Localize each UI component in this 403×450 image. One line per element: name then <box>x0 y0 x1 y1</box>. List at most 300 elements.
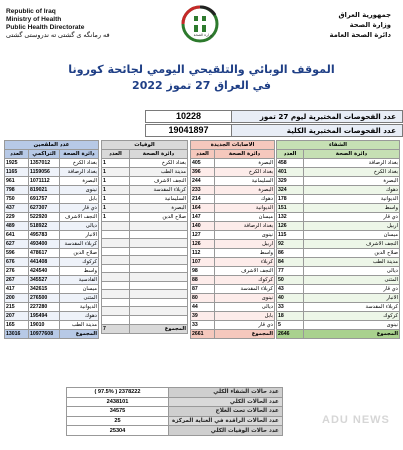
province-cell: المثنى <box>304 276 400 285</box>
table-row <box>191 222 275 231</box>
table-row <box>102 213 188 222</box>
table-row <box>102 159 188 168</box>
ministry-logo <box>165 3 235 55</box>
province-cell: ميسان <box>60 285 99 294</box>
province-cell: كربلاء <box>215 258 275 267</box>
table-row <box>5 285 99 294</box>
table-row <box>277 168 400 177</box>
count-cell: 329 <box>277 177 304 186</box>
province-cell <box>130 222 188 231</box>
table-row <box>191 231 275 240</box>
count-cell: 92 <box>277 240 304 249</box>
count-cell: 489 <box>5 222 29 231</box>
watermark: ADU NEWS <box>322 414 390 426</box>
province-cell: النجف الاشرف <box>215 267 275 276</box>
province-cell <box>130 298 188 307</box>
table-row <box>102 281 188 290</box>
summary-label: عدد الحالات الراقدة في العناية المركزة <box>169 416 283 426</box>
report-title: الموقف الوبائي والتلقيحي اليومي لجائحة كورونا <box>68 63 335 76</box>
count-cell: 132 <box>277 213 304 222</box>
count-cell: 40 <box>277 294 304 303</box>
count-cell: 641 <box>5 231 29 240</box>
table-row <box>5 267 99 276</box>
count-cell: 215 <box>5 303 29 312</box>
table-row <box>191 177 275 186</box>
column-header: دائرة الصحة <box>304 150 400 159</box>
province-cell: ميسان <box>304 231 400 240</box>
table-header-row <box>191 150 275 159</box>
table-row <box>277 186 400 195</box>
summary-value: 34575 <box>67 407 169 417</box>
count-cell: 417 <box>5 285 29 294</box>
province-cell: نينوى <box>215 294 275 303</box>
count-cell: 98 <box>191 267 215 276</box>
province-cell <box>130 230 188 239</box>
table-row <box>277 159 400 168</box>
count-cell <box>102 230 130 239</box>
total-label: المجموع <box>130 324 188 333</box>
province-cell: ذي قار <box>60 204 99 213</box>
table-row <box>5 159 99 168</box>
table-title: الاصابات الجديدة <box>191 141 275 150</box>
province-cell: السليمانية <box>130 195 188 204</box>
header-en-line: Public Health Directorate <box>6 24 85 31</box>
summary-value: 25304 <box>67 426 169 436</box>
table-row <box>102 316 188 325</box>
table-row <box>102 298 188 307</box>
header-ar-line: دائرة الصحة العامة <box>329 31 391 39</box>
logo-caption: وزارة الصحة <box>193 33 213 37</box>
table-row <box>191 168 275 177</box>
province-cell <box>130 256 188 265</box>
table-row <box>102 195 188 204</box>
cumulative-cell: 1159056 <box>29 168 60 177</box>
province-cell: ذي قار <box>215 321 275 330</box>
province-cell: بغداد الكرخ <box>304 168 400 177</box>
count-cell: 33 <box>191 321 215 330</box>
count-cell: 43 <box>277 285 304 294</box>
count-cell: 87 <box>191 285 215 294</box>
summary-row <box>67 407 283 417</box>
column-header: دائرة الصحة <box>60 150 99 159</box>
province-cell: بغداد الكرخ <box>60 159 99 168</box>
table-row <box>277 258 400 267</box>
province-cell: البصرة <box>215 159 275 168</box>
table-title-row <box>5 141 99 150</box>
table-row <box>102 256 188 265</box>
total-row <box>277 330 400 339</box>
province-cell: كركوك <box>215 276 275 285</box>
province-cell: القادسية <box>60 276 99 285</box>
table-row <box>102 168 188 177</box>
summary-row <box>67 416 283 426</box>
province-cell: البصرة <box>130 204 188 213</box>
total-count: 2661 <box>191 330 215 339</box>
column-header: العدد <box>191 150 215 159</box>
table-row <box>5 258 99 267</box>
province-cell: صلاح الدين <box>304 249 400 258</box>
summary-value: ( 97.5% ) 2378222 <box>67 388 169 398</box>
province-cell: الديوانية <box>60 303 99 312</box>
count-cell: 1 <box>102 186 130 195</box>
province-cell: مدينة الطب <box>130 168 188 177</box>
count-cell: 5 <box>277 321 304 330</box>
province-cell: دهوك <box>215 195 275 204</box>
count-cell: 233 <box>191 186 215 195</box>
count-cell: 276 <box>5 267 29 276</box>
count-cell: 39 <box>191 312 215 321</box>
table-row <box>191 258 275 267</box>
table-row <box>102 273 188 282</box>
column-header: العدد <box>277 150 304 159</box>
table-row <box>277 276 400 285</box>
summary-label: عدد الحالات تحت العلاج <box>169 407 283 417</box>
table-row <box>5 186 99 195</box>
table-row <box>191 204 275 213</box>
province-cell: الانبار <box>60 231 99 240</box>
count-cell <box>102 247 130 256</box>
count-cell: 151 <box>277 204 304 213</box>
count-cell: 126 <box>191 240 215 249</box>
province-cell: اربيل <box>215 240 275 249</box>
table-row <box>5 168 99 177</box>
count-cell: 1 <box>102 159 130 168</box>
table-row <box>277 249 400 258</box>
province-cell: النجف الاشرف <box>60 213 99 222</box>
province-cell: بغداد الكرخ <box>130 159 188 168</box>
count-cell <box>102 264 130 273</box>
summary-row <box>67 426 283 436</box>
count-cell: 396 <box>191 168 215 177</box>
table-header-row <box>5 150 99 159</box>
province-cell: المثنى <box>60 294 99 303</box>
table-row <box>277 231 400 240</box>
column-header: دائرة الصحة <box>215 150 275 159</box>
total-label: المجموع <box>215 330 275 339</box>
count-cell: 33 <box>277 303 304 312</box>
table-row <box>191 285 275 294</box>
count-cell: 244 <box>191 177 215 186</box>
province-cell <box>130 273 188 282</box>
total-cumulative: 10977608 <box>29 330 60 339</box>
count-cell: 1 <box>102 204 130 213</box>
table-row <box>191 195 275 204</box>
count-cell: 1 <box>102 177 130 186</box>
table-row <box>191 213 275 222</box>
province-cell: ذي قار <box>304 213 400 222</box>
header-en-line: فه رمانگه ی گشتی ته ندروستی گشتی <box>6 32 110 39</box>
count-cell: 1165 <box>5 168 29 177</box>
province-cell: الديوانية <box>304 195 400 204</box>
cumulative-cell: 276500 <box>29 294 60 303</box>
province-cell: دهوك <box>304 186 400 195</box>
count-cell <box>102 222 130 231</box>
count-cell <box>102 239 130 248</box>
daily-tests-row <box>145 110 403 123</box>
table-title-row <box>191 141 275 150</box>
total-tests-row <box>145 124 403 137</box>
table-row <box>277 213 400 222</box>
table-row <box>5 303 99 312</box>
province-cell <box>130 307 188 316</box>
table-row <box>102 290 188 299</box>
summary-row <box>67 397 283 407</box>
table-row <box>277 321 400 330</box>
count-cell: 86 <box>277 249 304 258</box>
table-row <box>191 249 275 258</box>
count-cell: 1925 <box>5 159 29 168</box>
count-cell: 115 <box>277 231 304 240</box>
province-cell: كربلاء المقدسة <box>215 285 275 294</box>
province-cell: بغداد الرصافة <box>304 159 400 168</box>
vaccinated-table <box>4 140 99 339</box>
cumulative-cell: 1071112 <box>29 177 60 186</box>
count-cell: 164 <box>191 204 215 213</box>
count-cell: 77 <box>277 267 304 276</box>
total-count: 13016 <box>5 330 29 339</box>
count-cell <box>102 273 130 282</box>
header-en-line: Republic of Iraq <box>6 8 56 15</box>
table-header-row <box>102 150 188 159</box>
table-row <box>102 177 188 186</box>
table-row <box>277 204 400 213</box>
header-ar-line: وزارة الصحة <box>349 21 391 29</box>
table-row <box>102 204 188 213</box>
count-cell: 200 <box>5 294 29 303</box>
cumulative-cell: 627307 <box>29 204 60 213</box>
page-header <box>0 0 403 58</box>
province-cell: واسط <box>304 204 400 213</box>
table-row <box>5 249 99 258</box>
province-cell: ذي قار <box>304 285 400 294</box>
count-cell <box>102 307 130 316</box>
province-cell: كركوك <box>304 312 400 321</box>
table-row <box>5 177 99 186</box>
count-cell: 596 <box>5 249 29 258</box>
column-header: التراكمي <box>29 150 60 159</box>
province-cell <box>130 239 188 248</box>
count-cell: 1 <box>102 213 130 222</box>
cumulative-cell: 227280 <box>29 303 60 312</box>
table-row <box>5 321 99 330</box>
table-row <box>277 177 400 186</box>
province-cell: واسط <box>60 267 99 276</box>
summary-label: عدد الحالات الكلي <box>169 397 283 407</box>
table-row <box>277 267 400 276</box>
table-row <box>102 239 188 248</box>
daily-tests-value: 10228 <box>146 111 232 122</box>
count-cell: 1 <box>102 195 130 204</box>
count-cell: 437 <box>5 204 29 213</box>
cumulative-cell: 195494 <box>29 312 60 321</box>
cumulative-cell: 493400 <box>29 240 60 249</box>
count-cell: 324 <box>277 186 304 195</box>
cumulative-cell: 691757 <box>29 195 60 204</box>
province-cell: كربلاء المقدسة <box>60 240 99 249</box>
province-cell: بغداد الرصافة <box>215 222 275 231</box>
total-tests-label: عدد الفحوصات المختبرية الكلية <box>286 126 396 135</box>
count-cell: 750 <box>5 195 29 204</box>
arabic-header <box>329 10 391 40</box>
count-cell: 50 <box>277 276 304 285</box>
cumulative-cell: 342615 <box>29 285 60 294</box>
count-cell: 214 <box>191 195 215 204</box>
report-date: في العراق 27 تموز 2022 <box>132 79 271 92</box>
table-row <box>191 276 275 285</box>
count-cell: 458 <box>277 159 304 168</box>
count-cell <box>102 316 130 325</box>
table-row <box>191 240 275 249</box>
table-row <box>277 312 400 321</box>
table-row <box>191 159 275 168</box>
header-ar-line: جمهورية العراق <box>338 11 391 19</box>
table-title: الوفيات <box>102 141 188 150</box>
table-row <box>277 285 400 294</box>
province-cell <box>130 316 188 325</box>
english-header <box>6 8 110 40</box>
table-row <box>5 213 99 222</box>
table-row <box>277 222 400 231</box>
cumulative-cell: 518922 <box>29 222 60 231</box>
table-row <box>5 231 99 240</box>
province-cell: الانبار <box>304 294 400 303</box>
cumulative-cell: 19010 <box>29 321 60 330</box>
total-count: 7 <box>102 324 130 333</box>
table-row <box>102 247 188 256</box>
province-cell: كربلاء المقدسة <box>304 303 400 312</box>
count-cell: 1 <box>102 168 130 177</box>
province-cell: مدينة الطب <box>304 258 400 267</box>
summary-value: 2438101 <box>67 397 169 407</box>
province-cell: نينوى <box>215 231 275 240</box>
province-cell: البصرة <box>215 186 275 195</box>
province-cell <box>130 264 188 273</box>
table-row <box>5 204 99 213</box>
table-row <box>277 240 400 249</box>
province-cell <box>130 247 188 256</box>
table-row <box>102 264 188 273</box>
table-row <box>5 195 99 204</box>
cumulative-cell: 1357012 <box>29 159 60 168</box>
count-cell: 80 <box>191 294 215 303</box>
total-label: المجموع <box>304 330 400 339</box>
count-cell <box>102 290 130 299</box>
table-title-row <box>102 141 188 150</box>
count-cell: 178 <box>277 195 304 204</box>
recoveries-table <box>276 140 400 339</box>
cumulative-cell: 424540 <box>29 267 60 276</box>
count-cell: 627 <box>5 240 29 249</box>
table-row <box>102 186 188 195</box>
count-cell: 107 <box>191 258 215 267</box>
province-cell: كركوك <box>60 258 99 267</box>
province-cell: دهوك <box>60 312 99 321</box>
count-cell: 961 <box>5 177 29 186</box>
count-cell: 44 <box>191 303 215 312</box>
province-cell: البصرة <box>60 177 99 186</box>
province-cell: ميسان <box>215 213 275 222</box>
column-header: العدد <box>5 150 29 159</box>
table-row <box>277 195 400 204</box>
province-cell: بغداد الكرخ <box>215 168 275 177</box>
count-cell: 112 <box>191 249 215 258</box>
count-cell: 267 <box>5 276 29 285</box>
total-row <box>102 324 188 333</box>
summary-label: عدد حالات الوفيات الكلي <box>169 426 283 436</box>
province-cell: بابل <box>215 312 275 321</box>
cumulative-cell: 819021 <box>29 186 60 195</box>
summary-label: عدد حالات الشفاء الكلي <box>169 388 283 398</box>
count-cell: 676 <box>5 258 29 267</box>
count-cell: 405 <box>191 159 215 168</box>
table-row <box>5 240 99 249</box>
table-row <box>102 230 188 239</box>
cumulative-cell: 522920 <box>29 213 60 222</box>
province-cell: صلاح الدين <box>60 249 99 258</box>
column-header: دائرة الصحة <box>130 150 188 159</box>
province-cell: كربلاء المقدسة <box>130 186 188 195</box>
table-row <box>191 312 275 321</box>
province-cell: النجف الاشرف <box>130 177 188 186</box>
total-count: 2646 <box>277 330 304 339</box>
table-row <box>191 294 275 303</box>
cumulative-cell: 441408 <box>29 258 60 267</box>
province-cell <box>130 281 188 290</box>
province-cell: ديالى <box>304 267 400 276</box>
count-cell: 140 <box>191 222 215 231</box>
province-cell: مدينة الطب <box>60 321 99 330</box>
province-cell: واسط <box>215 249 275 258</box>
table-row <box>102 222 188 231</box>
table-row <box>5 312 99 321</box>
table-title: الشفاء <box>277 141 400 150</box>
column-header: العدد <box>102 150 130 159</box>
table-row <box>5 276 99 285</box>
count-cell: 207 <box>5 312 29 321</box>
table-row <box>277 294 400 303</box>
count-cell: 401 <box>277 168 304 177</box>
count-cell <box>102 256 130 265</box>
table-title-row <box>277 141 400 150</box>
province-cell: السليمانية <box>215 177 275 186</box>
count-cell <box>102 281 130 290</box>
province-cell: بابل <box>60 195 99 204</box>
total-row <box>191 330 275 339</box>
province-cell: ديالى <box>215 303 275 312</box>
count-cell: 229 <box>5 213 29 222</box>
count-cell <box>102 298 130 307</box>
count-cell: 165 <box>5 321 29 330</box>
province-cell <box>130 290 188 299</box>
table-row <box>5 222 99 231</box>
total-tests-value: 19041897 <box>146 125 232 136</box>
table-row <box>191 321 275 330</box>
count-cell: 127 <box>191 231 215 240</box>
province-cell: نينوى <box>60 186 99 195</box>
cumulative-cell: 495783 <box>29 231 60 240</box>
province-cell: صلاح الدين <box>130 213 188 222</box>
summary-table <box>66 387 283 436</box>
province-cell: بغداد الرصافة <box>60 168 99 177</box>
total-row <box>5 330 99 339</box>
total-label: المجموع <box>60 330 99 339</box>
summary-row <box>67 388 283 398</box>
province-cell: البصرة <box>304 177 400 186</box>
count-cell: 147 <box>191 213 215 222</box>
table-row <box>5 294 99 303</box>
daily-tests-label: عدد الفحوصات المختبرية ليوم 27 تموز <box>259 112 396 121</box>
count-cell: 18 <box>277 312 304 321</box>
